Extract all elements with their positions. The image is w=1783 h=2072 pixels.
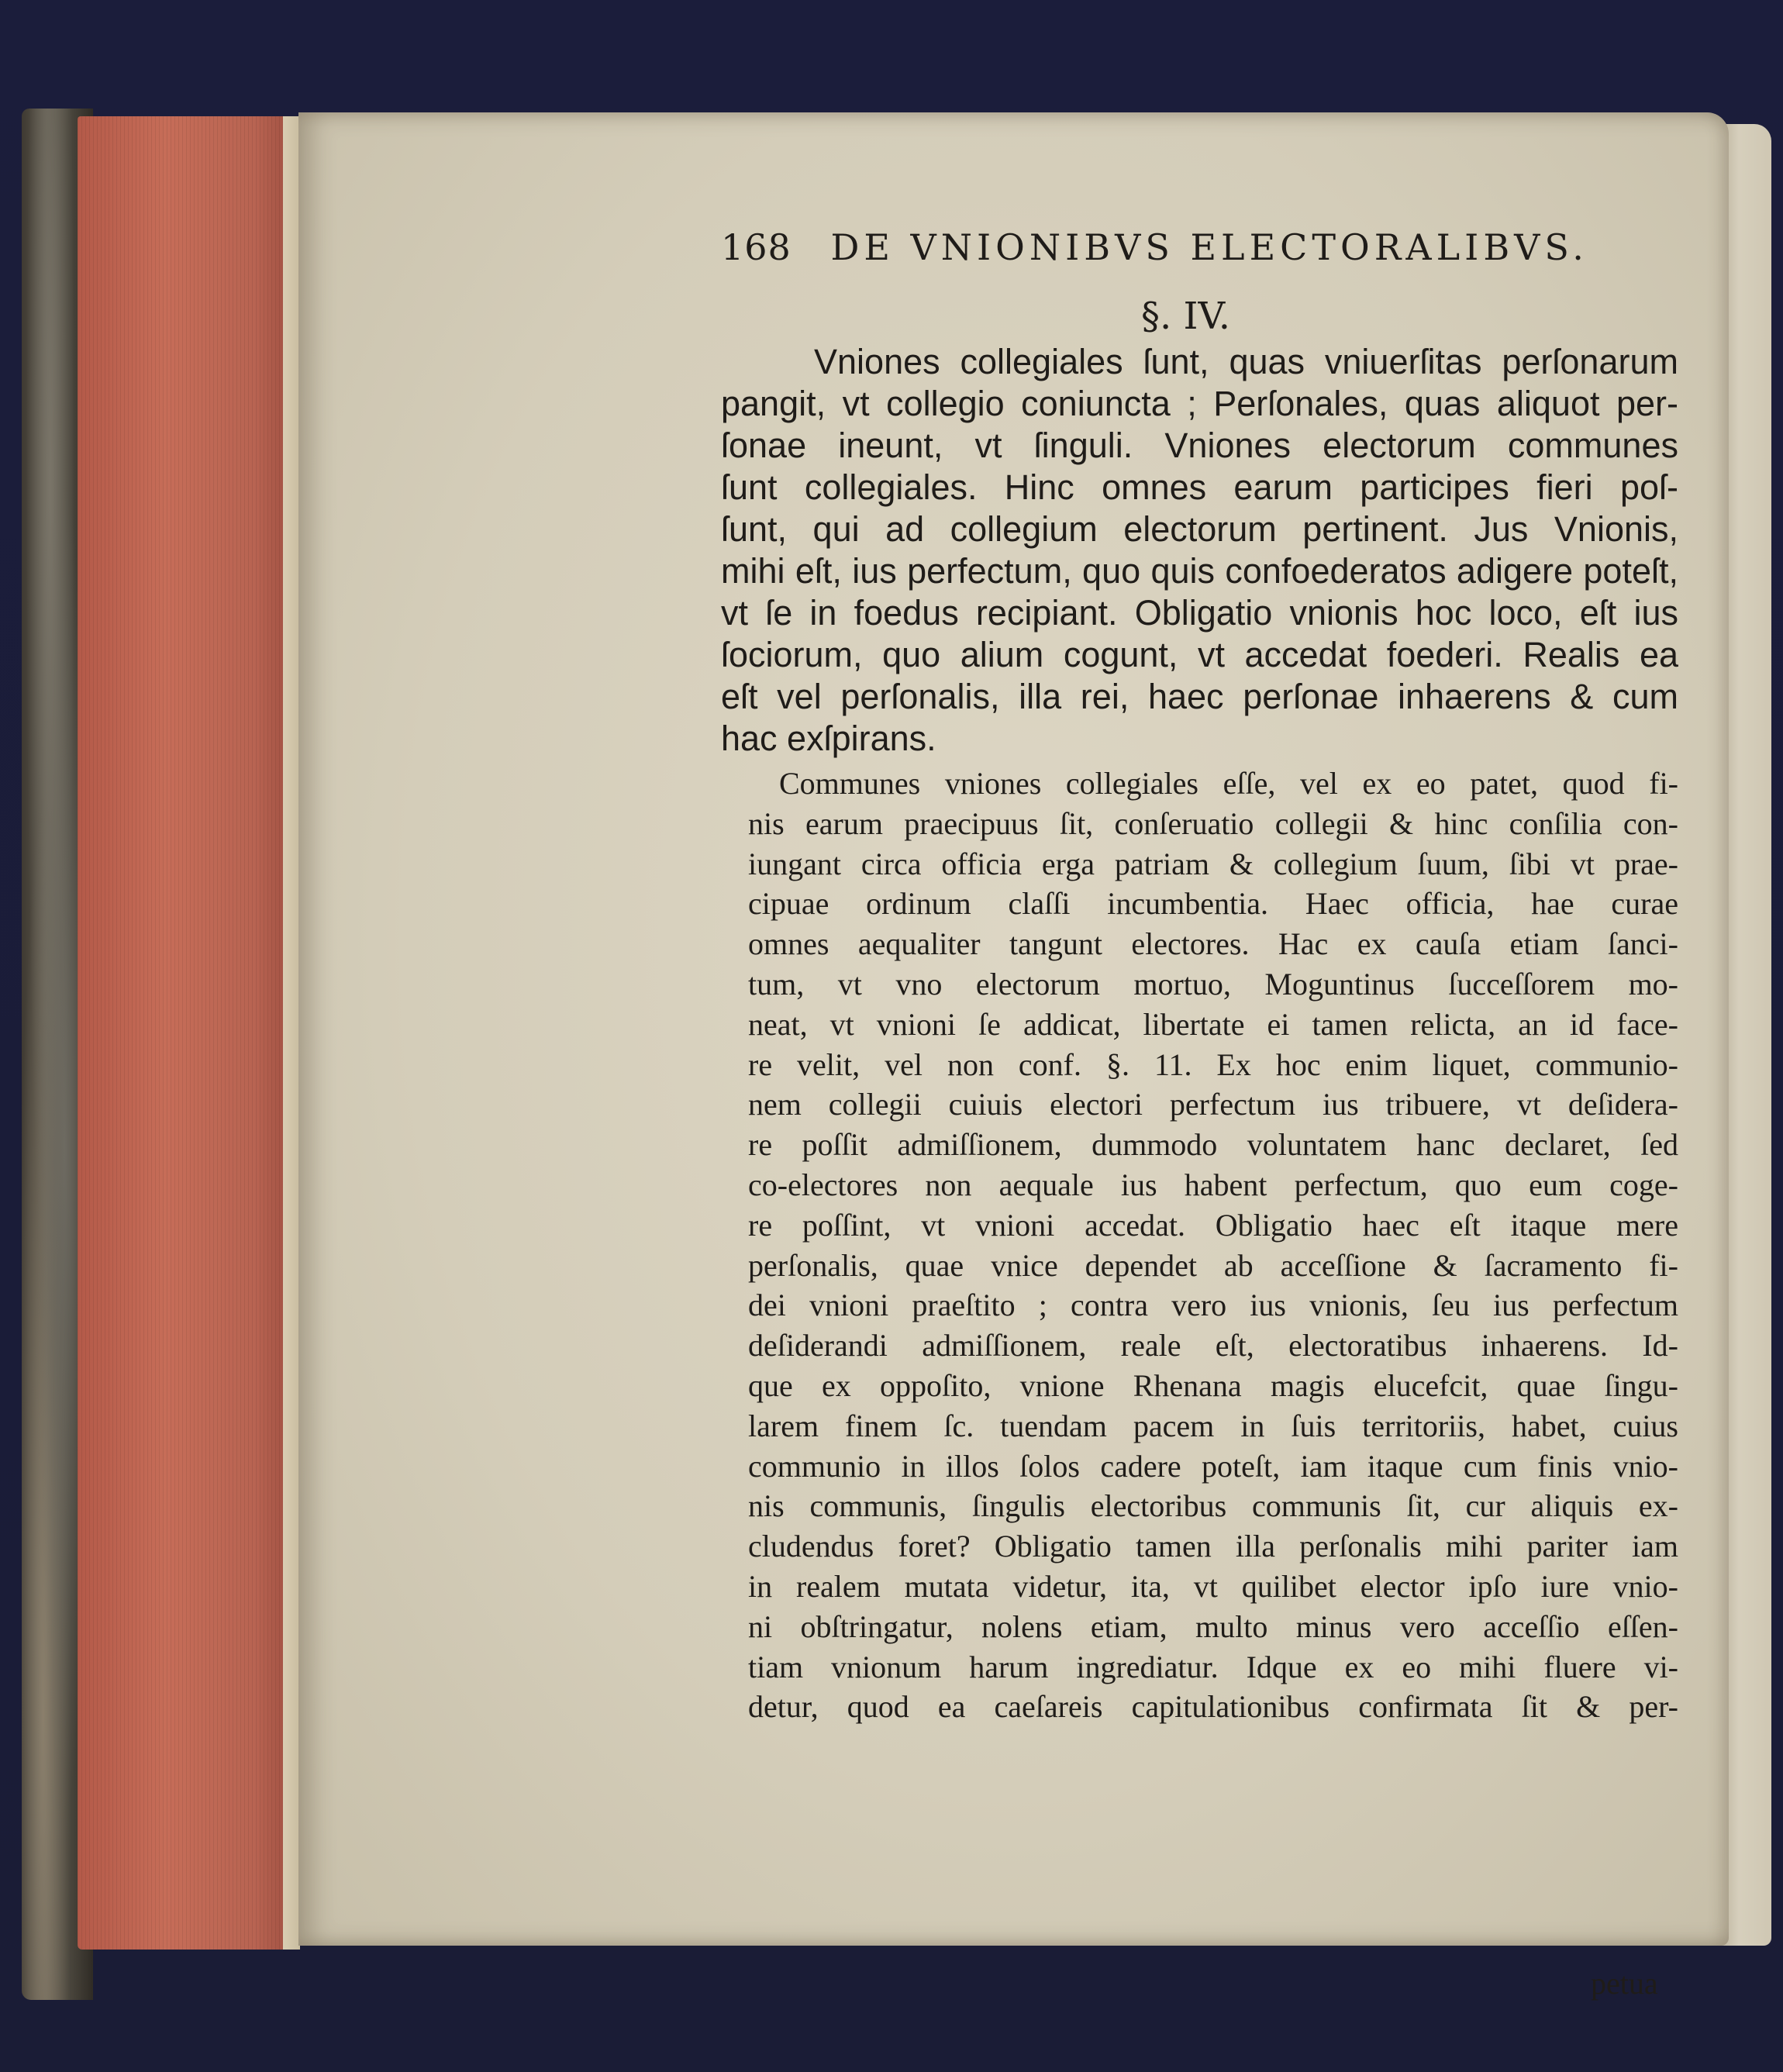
text-line: co-electores non aequale ius habent perfectum, quo eum coge- <box>748 1167 1678 1202</box>
running-title: DE VNIONIBVS ELECTORALIBVS. <box>830 226 1588 268</box>
text-line: dei vnioni praeſtito ; contra vero ius vnionis, ſeu ius perfectum <box>748 1288 1678 1323</box>
text-line: tiam vnionum harum ingrediatur. Idque ex eo mihi fluere vi- <box>748 1649 1678 1684</box>
text-line: mihi eſt, ius perfectum, quo quis confoederatos adigere poteſt, <box>721 551 1678 591</box>
text-line: Communes vniones collegiales eſſe, vel ex eo patet, quod fi- <box>779 766 1678 801</box>
note-paragraph <box>748 764 1678 1727</box>
text-line: nem collegii cuiuis electori perfectum ius tribuere, vt deſidera- <box>748 1087 1678 1122</box>
text-line: ſociorum, quo alium cogunt, vt accedat foederi. Realis ea <box>721 635 1678 674</box>
text-line: nis communis, ſingulis electoribus communis ſit, cur aliquis ex- <box>748 1488 1678 1524</box>
text-line: ſunt collegiales. Hinc omnes earum participes fieri poſ- <box>721 467 1678 507</box>
text-line: hac exſpirans. <box>721 719 936 758</box>
text-line: perſonalis, quae vnice dependet ab acceſſione & ſacramento fi- <box>748 1247 1678 1283</box>
text-line: neat, vt vnioni ſe addicat, libertate ei tamen relicta, an id face- <box>748 1006 1678 1042</box>
text-line: detur, quod ea caeſareis capitulationibus confirmata ſit & per- <box>748 1689 1678 1725</box>
text-line: tum, vt vno electorum mortuo, Moguntinus ſucceſſorem mo- <box>748 966 1678 1002</box>
text-line: eſt vel perſonalis, illa rei, haec perſonae inhaerens & cum <box>721 677 1678 716</box>
text-line: ſunt, qui ad collegium electorum pertinent. Jus Vnionis, <box>721 509 1678 549</box>
text-line: que ex oppoſito, vnione Rhenana magis elucefcit, quae ſingu- <box>748 1367 1678 1403</box>
text-line: larem finem ſc. tuendam pacem in ſuis territoriis, habet, cuius <box>748 1408 1678 1443</box>
text-line: iungant circa officia erga patriam & collegium ſuum, ſibi vt prae- <box>748 846 1678 881</box>
text-line: cludendus foret? Obligatio tamen illa perſonalis mihi pariter iam <box>748 1529 1678 1564</box>
text-line: vt ſe in foedus recipiant. Obligatio vnionis hoc loco, eſt ius <box>721 593 1678 633</box>
text-line: pangit, vt collegio coniuncta ; Perſonales, quas aliquot per- <box>721 384 1678 423</box>
text-line: re velit, vel non conf. §. 11. Ex hoc enim liquet, communio- <box>748 1046 1678 1082</box>
text-line: re poſſint, vt vnioni accedat. Obligatio haec eſt itaque mere <box>748 1207 1678 1243</box>
text-line: omnes aequaliter tangunt electores. Hac ex cauſa etiam ſanci- <box>748 926 1678 962</box>
text-line: in realem mutata videtur, ita, vt quilibet elector ipſo iure vnio- <box>748 1568 1678 1604</box>
page-number: 168 <box>721 226 791 268</box>
text-line: deſiderandi admiſſionem, reale eſt, electoratibus inhaerens. Id- <box>748 1328 1678 1364</box>
page-gutter <box>283 116 300 1950</box>
text-line: Vniones collegiales ſunt, quas vniuerſitas perſonarum <box>814 342 1678 381</box>
text-line: nis earum praecipuus ſit, conſeruatio collegii & hinc conſilia con- <box>748 805 1678 841</box>
text-line: ſonae ineunt, vt ſinguli. Vniones electorum communes <box>721 426 1678 465</box>
text-line: communio in illos ſolos cadere poteſt, iam itaque cum finis vnio- <box>748 1448 1678 1484</box>
text-line: ni obſtringatur, nolens etiam, multo minus vero acceſſio eſſen- <box>748 1608 1678 1644</box>
text-line: cipuae ordinum claſſi incumbentia. Haec officia, hae curae <box>748 886 1678 922</box>
running-header <box>721 226 1588 268</box>
page-edges <box>78 116 298 1950</box>
text-line: re poſſit admiſſionem, dummodo voluntatem hanc declaret, ſed <box>748 1127 1678 1163</box>
catchword: petua <box>1591 1966 1658 2001</box>
main-paragraph <box>721 341 1678 760</box>
section-heading: §. IV. <box>1141 295 1231 338</box>
